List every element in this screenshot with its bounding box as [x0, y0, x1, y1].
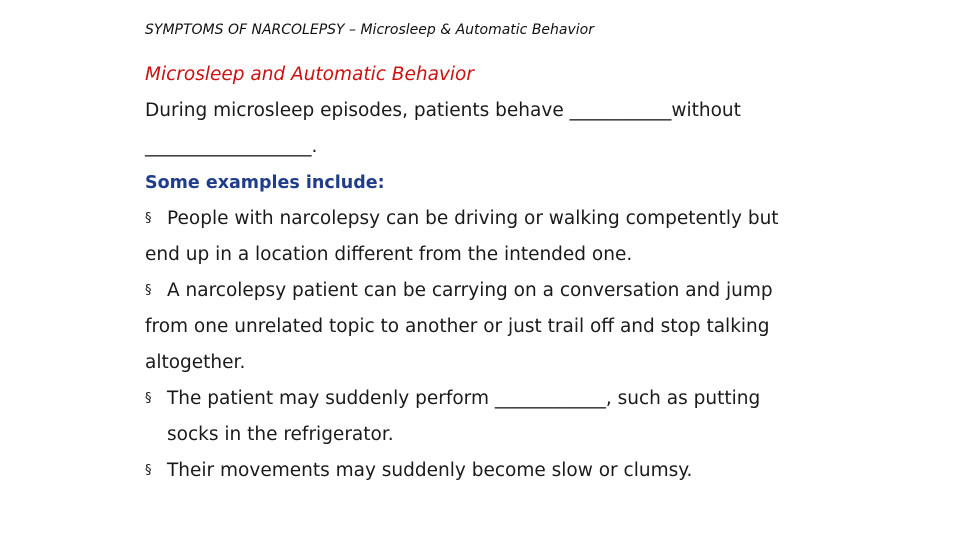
list-item-text: end up in a location different from the intended one.: [145, 244, 633, 265]
bullet-icon: §: [145, 211, 152, 226]
slide-content: [145, 57, 825, 489]
list-item: [145, 381, 825, 453]
bullet-icon: §: [145, 283, 152, 298]
bullet-icon: §: [145, 391, 152, 406]
list-item: [145, 201, 825, 273]
list-item-text: socks in the refrigerator.: [167, 424, 394, 445]
list-item-text: A narcolepsy patient can be carrying on a conversation and jump: [167, 280, 773, 301]
list-item: [145, 273, 825, 381]
intro-line-2: __________________.: [145, 136, 318, 157]
list-item-text: from one unrelated topic to another or just trail off and stop talking: [145, 316, 770, 337]
slide-header: SYMPTOMS OF NARCOLEPSY – Microsleep & Automatic Behavior: [145, 22, 594, 38]
examples-heading: Some examples include:: [145, 173, 385, 193]
list-item-text: People with narcolepsy can be driving or walking competently but: [167, 208, 779, 229]
list-item-text: Their movements may suddenly become slow or clumsy.: [167, 460, 693, 481]
list-item-text: altogether.: [145, 352, 246, 373]
list-item-text: The patient may suddenly perform ____________, such as putting: [167, 388, 761, 409]
section-subtitle: Microsleep and Automatic Behavior: [145, 64, 474, 85]
bullet-icon: §: [145, 463, 152, 478]
bullet-list: [145, 201, 825, 489]
intro-line-1: During microsleep episodes, patients behave ___________without: [145, 100, 741, 121]
list-item: [145, 453, 825, 489]
